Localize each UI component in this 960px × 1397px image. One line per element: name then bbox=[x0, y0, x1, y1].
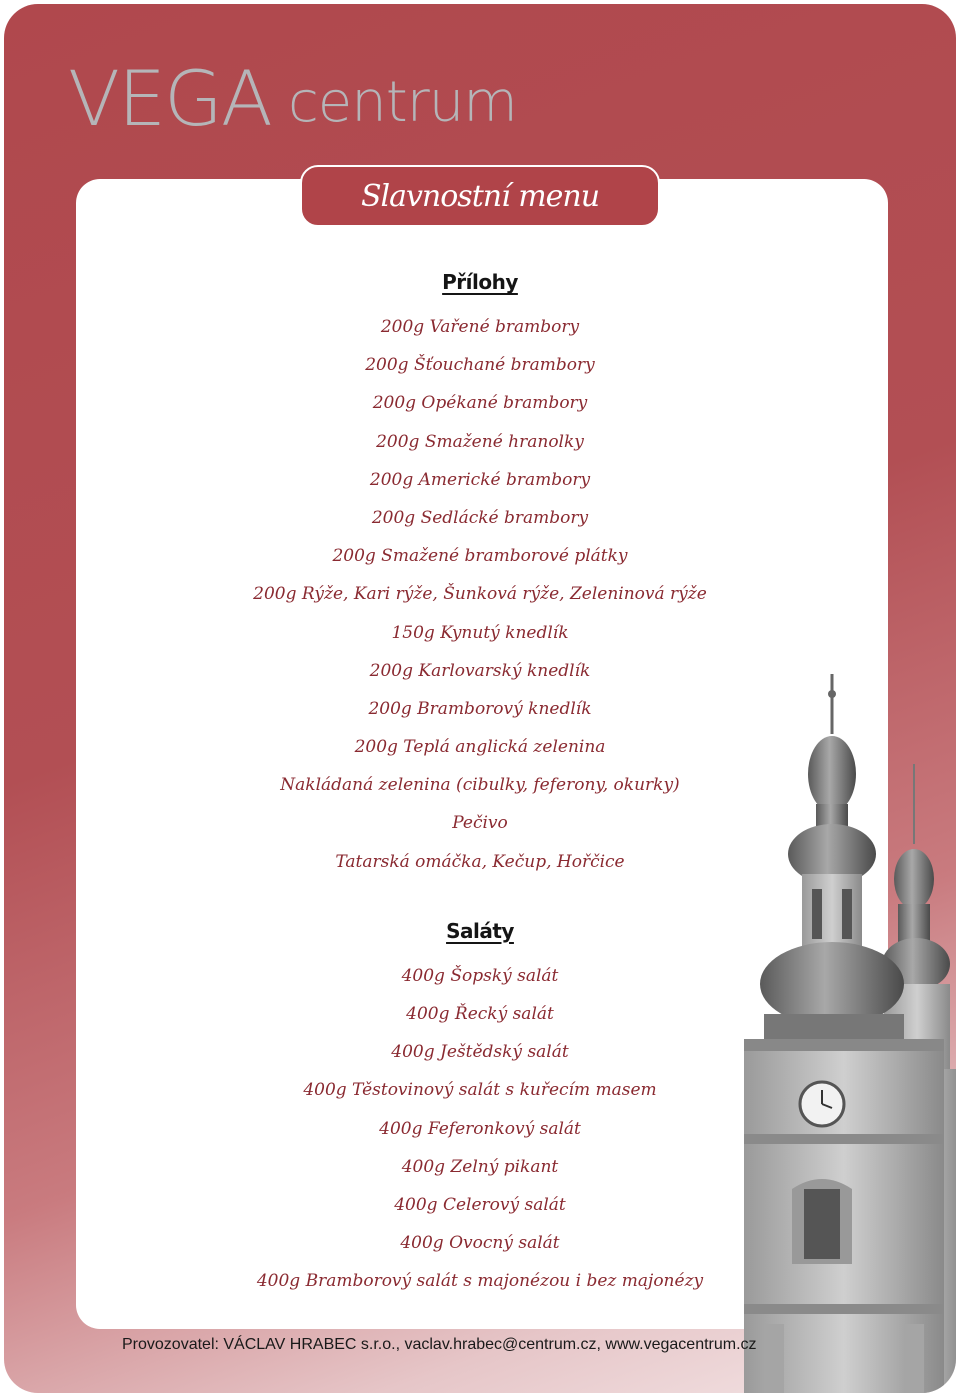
menu-item: Pečivo bbox=[452, 813, 508, 834]
menu-item: 400g Feferonkový salát bbox=[379, 1118, 581, 1139]
menu-title: Slavnostní menu bbox=[360, 179, 600, 214]
menu-item: 200g Teplá anglická zelenina bbox=[354, 737, 606, 758]
logo-centrum-text: centrum bbox=[288, 70, 517, 135]
menu-item: Tatarská omáčka, Kečup, Hořčice bbox=[335, 851, 625, 872]
menu-item: 200g Bramborový knedlík bbox=[368, 698, 592, 719]
vegacentrum-logo bbox=[66, 54, 546, 143]
menu-item: 200g Americké brambory bbox=[369, 469, 591, 490]
menu-item: 400g Ovocný salát bbox=[400, 1233, 560, 1254]
menu-item: 200g Sedlácké brambory bbox=[371, 507, 589, 528]
operator-footer: Provozovatel: VÁCLAV HRABEC s.r.o., vaclav.hrabec@centrum.cz, www.vegacentrum.cz bbox=[122, 1336, 757, 1353]
menu-item: 200g Rýže, Kari rýže, Šunková rýže, Zeleninová rýže bbox=[253, 584, 707, 605]
menu-title-tab bbox=[300, 165, 660, 227]
menu-item: 200g Opékané brambory bbox=[372, 393, 588, 414]
menu-item: 150g Kynutý knedlík bbox=[391, 622, 569, 643]
logo-vega-text: VEGA bbox=[68, 54, 271, 143]
menu-item: 400g Celerový salát bbox=[394, 1194, 566, 1215]
section-heading-salaty: Saláty bbox=[446, 918, 514, 943]
menu-item: 400g Řecký salát bbox=[406, 1004, 554, 1024]
menu-item: 400g Bramborový salát s majonézou i bez majonézy bbox=[256, 1271, 704, 1292]
menu-item: 400g Těstovinový salát s kuřecím masem bbox=[303, 1080, 657, 1101]
menu-item: 400g Zelný pikant bbox=[401, 1156, 559, 1177]
menu-content bbox=[120, 262, 840, 1301]
menu-item: 200g Smažené hranolky bbox=[376, 431, 584, 452]
section-gap bbox=[120, 881, 840, 911]
section-heading-prilohy: Přílohy bbox=[442, 270, 518, 294]
menu-item: 200g Šťouchané brambory bbox=[365, 355, 595, 376]
menu-item: 400g Ještědský salát bbox=[391, 1042, 569, 1063]
menu-item: 400g Šopský salát bbox=[401, 965, 559, 986]
menu-item: Nakládaná zelenina (cibulky, feferony, okurky) bbox=[280, 775, 680, 796]
menu-item: 200g Vařené brambory bbox=[380, 317, 580, 337]
menu-item: 200g Smažené bramborové plátky bbox=[332, 546, 628, 567]
menu-item: 200g Karlovarský knedlík bbox=[369, 660, 591, 681]
